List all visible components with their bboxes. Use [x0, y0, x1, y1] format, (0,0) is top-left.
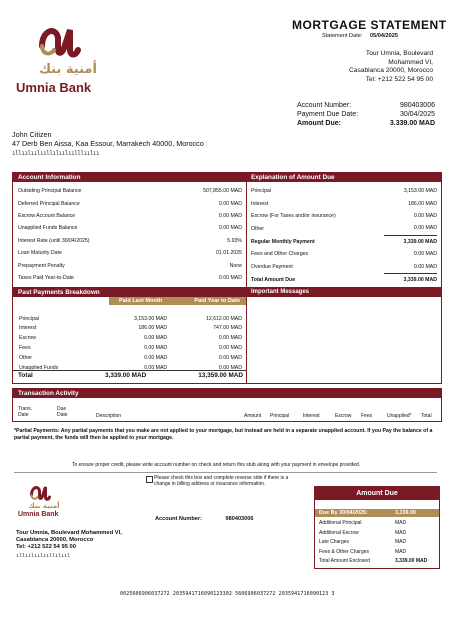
past-payment-row: Principal 3,153.00 MAD 12,612.00 MAD — [19, 316, 242, 322]
bank-address-line: Tour Umnia, Boulevard — [365, 50, 433, 57]
important-header — [247, 288, 441, 297]
payment-due-value: 30/04/2025 — [399, 111, 435, 118]
col-trans-date: Trans. Date — [18, 406, 32, 418]
total-ytd: 13,359.00 MAD — [198, 372, 243, 379]
past-payment-row: Fees 0.00 MAD 0.00 MAD — [19, 345, 242, 351]
bank-address-line: Tel: +212 522 54 95 00 — [365, 75, 433, 83]
address-change-checkbox[interactable] — [146, 476, 153, 483]
amount-due-value: 3.339.00 MAD — [389, 120, 435, 127]
account-info-title: Account Information — [18, 174, 81, 181]
account-info-row: Unapplied Funds Balance 0.00 MAD — [18, 225, 242, 232]
stub-amount-due-header: Amount Due — [315, 487, 439, 500]
stub-due-by-value: 3,339.00 — [395, 510, 416, 516]
explanation-title: Explanation of Amount Due — [251, 174, 335, 181]
col-paid-ytd: Paid Year to Date — [194, 298, 240, 304]
stub-logo-arabic: أمنية بنك — [28, 502, 60, 510]
total-label: Total — [18, 372, 33, 379]
explanation-row: Regular Monthly Payment 3,339.00 MAD — [251, 235, 437, 248]
payment-due-label: Payment Due Date: — [297, 111, 359, 118]
past-payment-row: Escrow 0.00 MAD 0.00 MAD — [19, 335, 242, 341]
partial-note-bold: *Partial Payments: — [14, 428, 60, 434]
past-payment-row: Unapplied Funds 0.00 MAD 0.00 MAD — [19, 365, 242, 371]
explanation-row: Other 0.00 MAD — [251, 225, 437, 232]
col-fees: Fees — [361, 413, 373, 419]
account-summary — [297, 101, 435, 128]
stub-address-line: Casablanca 20000, Morocco — [16, 537, 94, 543]
explanation-row: Principal 3,153.00 MAD — [251, 188, 437, 195]
stub-amount-due-box — [314, 486, 440, 569]
past-payments-table — [18, 315, 243, 373]
bank-address — [349, 50, 433, 84]
account-info-row: Interest Rate (until 30/04/2025) 5.93% — [18, 237, 242, 244]
col-escrow: Escrow — [335, 413, 352, 419]
bank-logo — [14, 18, 124, 98]
account-info-header — [13, 173, 246, 182]
stub-due-by-label: Due By 30/04/2025: — [319, 510, 368, 516]
past-payment-row: Other 0.00 MAD 0.00 MAD — [19, 355, 242, 361]
past-payments-title: Past Payments Breakdown — [18, 289, 100, 296]
col-paid-last-month: Paid Last Month — [119, 298, 163, 304]
past-payments-header — [13, 288, 246, 297]
stub-row: Total Amount Enclosed 3,339.00 MAD — [319, 558, 428, 564]
col-description: Description — [96, 413, 122, 419]
account-number-label: Account Number: — [297, 102, 352, 109]
explanation-row: Total Amount Due 3,339.00 MAD — [251, 273, 437, 286]
bank-address-line: Casablanca 20000, Morocco — [349, 67, 433, 75]
explanation-table — [251, 185, 437, 286]
past-payments-col-header — [109, 297, 246, 305]
customer-name: John Citizen — [12, 130, 52, 139]
postal-barcode: ıllıılıılııllılıılıılllıılıı — [12, 150, 100, 157]
transaction-header — [13, 389, 441, 398]
stub-due-by-row — [315, 509, 439, 517]
col-due-date: Due Date — [57, 406, 68, 418]
col-principal: Principal — [270, 413, 290, 419]
col-total: Total — [421, 413, 432, 419]
customer-address: 47 Derb Ben Aissa, Kaa Essour, Marrakech 40000, Morocco — [12, 139, 204, 148]
amount-due-label: Amount Due: — [297, 120, 341, 127]
statement-date-row — [322, 33, 398, 39]
total-last-month: 3,339.00 MAD — [105, 372, 147, 379]
logo-arabic: أمنية بنك — [39, 62, 97, 77]
micr-line: 0025606906037272 2035941716090123302 5606906037272 2035941716090123 3 — [120, 591, 335, 597]
past-payments-total-row — [18, 372, 243, 379]
statement-title: MORTGAGE STATEMENT — [292, 18, 447, 32]
stub-address-line: Tour Umnia, Boulevard Mohammed VI, — [16, 530, 122, 536]
explanation-row: Interest 186.00 MAD — [251, 200, 437, 207]
stub-row: Additional Principal MAD — [319, 520, 407, 526]
stub-account-row — [155, 516, 254, 522]
statement-date-label: Statement Date: — [322, 33, 363, 39]
transaction-section — [12, 388, 442, 422]
stub-row: Additional Escrow MAD — [319, 529, 407, 536]
explanation-row: Overdue Payment 0.00 MAD — [251, 263, 437, 270]
stub-address-line: Tel: +212 522 54 95 00 — [16, 544, 77, 550]
stub-postal-barcode: ıllıılıılııllılııl — [16, 553, 71, 559]
umnia-logo-mark-small — [28, 482, 52, 502]
stub-rows — [319, 519, 437, 567]
explanation-header — [247, 173, 441, 182]
important-title: Important Messages — [251, 289, 310, 295]
transaction-title: Transaction Activity — [18, 390, 79, 397]
col-amount: Amount — [244, 413, 262, 419]
stub-instruction: To ensure proper credit, please write account number on check and return this stub along with your payment in envelope provided. — [72, 462, 361, 468]
statement-date-value: 05/04/2025 — [369, 33, 398, 39]
past-payments-section — [12, 287, 442, 384]
account-info-row: Outsiding Principal Balance 507,855.00 MAD — [18, 188, 242, 195]
explanation-row: Fees and Other Charges 0.00 MAD — [251, 251, 437, 258]
account-info-row: Loan Maturity Date 01.01.2025 — [18, 250, 242, 257]
account-section — [12, 172, 442, 288]
past-payment-row: Interest 186.00 MAD 747.00 MAD — [19, 325, 242, 331]
stub-logo-name: Umnia Bank — [18, 511, 59, 518]
col-interest: Interest — [303, 413, 320, 419]
account-info-row: Taxes Paid Year-to-Date 0.00 MAD — [18, 274, 242, 281]
account-info-row: Prepayment Penalty None — [18, 262, 242, 269]
account-number-value: 980403006 — [399, 102, 435, 109]
stub-check-note: Please check this box and complete reverse side if there is a change in billing address or insurance information. — [154, 475, 289, 487]
bank-address-line: Mohammed VI, — [388, 58, 433, 66]
stub-account-value: 980403006 — [225, 516, 254, 522]
umnia-logo-mark — [36, 20, 82, 60]
stub-logo — [14, 482, 78, 522]
stub-account-label: Account Number: — [155, 516, 202, 522]
stub-address — [16, 530, 122, 551]
stub-row: Late Charges MAD — [319, 539, 407, 545]
logo-name: Umnia Bank — [16, 80, 92, 95]
account-info-table — [18, 185, 242, 284]
account-info-row: Deferred Principal Balance 0.00 MAD — [18, 200, 242, 207]
col-unapplied: Unapplied* — [387, 413, 412, 419]
partial-payment-note — [14, 428, 434, 441]
customer-block — [12, 130, 204, 148]
account-info-row: Escrow Account Balance 0.00 MAD — [18, 212, 242, 219]
stub-row: Fees & Other Charges MAD — [319, 548, 407, 555]
partial-note-text: Any partial payments that you make are not applied to your mortgage, but instead are held in a separate unapplied account. If you Pay the balance of a partial payment, the funds will then be applied to your mortgage. — [14, 428, 433, 441]
explanation-row: Escrow (For Taxes and/or insurance) 0.00 MAD — [251, 212, 437, 219]
